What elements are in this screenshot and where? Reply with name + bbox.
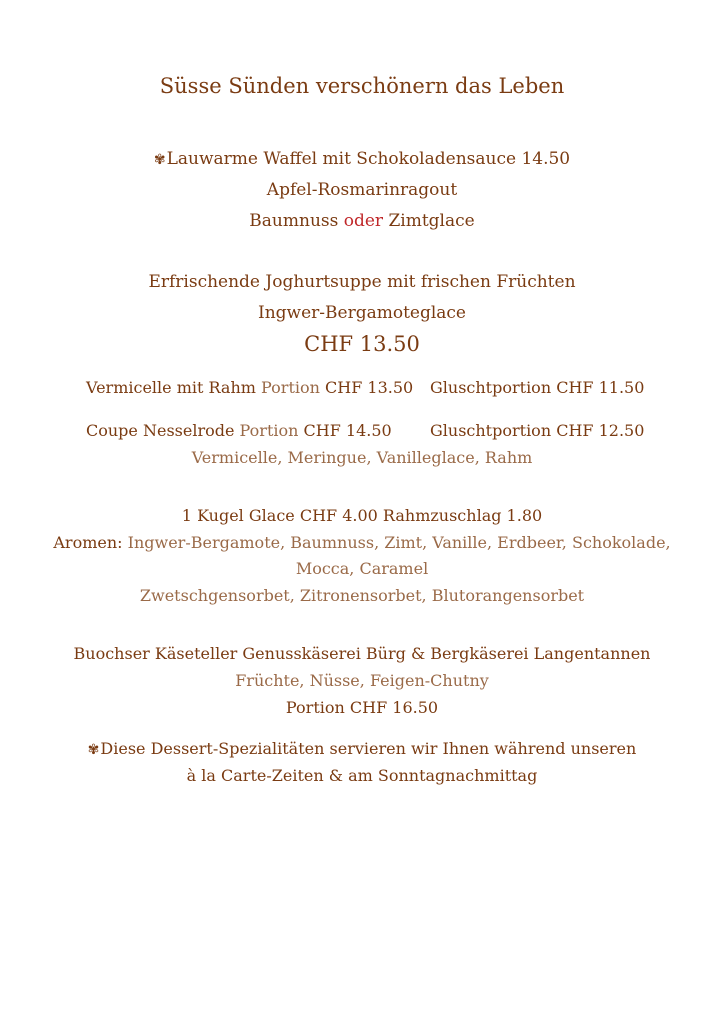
cheese-price: Portion CHF 16.50 bbox=[285, 698, 439, 717]
vermicelle-row bbox=[86, 380, 413, 396]
glace-line: 1 Kugel Glace CHF 4.00 Rahmzuschlag 1.80 bbox=[181, 506, 543, 525]
waffle-option-or: oder bbox=[343, 211, 384, 231]
aromen-list-2: Mocca, Caramel bbox=[295, 559, 429, 578]
coupe-portion-price: CHF 14.50 bbox=[303, 421, 392, 440]
soup-price: CHF 13.50 bbox=[304, 332, 420, 356]
aromen-list: Ingwer-Bergamote, Baumnuss, Zimt, Vanille, Erdbeer, Schokolade, bbox=[127, 533, 671, 552]
sorbets-line: Zwetschgensorbet, Zitronensorbet, Blutorangensorbet bbox=[139, 586, 585, 605]
coupe-name: Coupe Nesselrode bbox=[86, 421, 235, 440]
waffle-line-1 bbox=[0, 151, 724, 168]
cheese-line-1: Buochser Käseteller Genusskäserei Bürg & Bergkäserei Langentannen bbox=[73, 644, 651, 663]
coupe-small-portion: Gluschtportion CHF 12.50 bbox=[430, 421, 645, 440]
soup-line-1: Erfrischende Joghurtsuppe mit frischen Früchten bbox=[148, 272, 576, 292]
vermicelle-portion-label: Portion bbox=[261, 378, 320, 397]
coupe-description: Vermicelle, Meringue, Vanilleglace, Rahm bbox=[191, 448, 533, 467]
footnote-line-2: à la Carte-Zeiten & am Sonntagnachmittag bbox=[186, 766, 538, 785]
soup-line-2: Ingwer-Bergamoteglace bbox=[257, 303, 466, 323]
coupe-portion-label: Portion bbox=[239, 421, 299, 440]
page-title: Süsse Sünden verschönern das Leben bbox=[159, 74, 565, 98]
vermicelle-portion-price: CHF 13.50 bbox=[325, 378, 414, 397]
vermicelle-name: Vermicelle mit Rahm bbox=[86, 378, 256, 397]
vermicelle-small-portion: Gluschtportion CHF 11.50 bbox=[430, 378, 645, 397]
waffle-option-b: Zimtglace bbox=[383, 211, 475, 231]
waffle-option-a: Baumnuss bbox=[249, 211, 344, 231]
waffle-line-2: Apfel-Rosmarinragout bbox=[266, 180, 458, 200]
waffle-title: Lauwarme Waffel mit Schokoladensauce 14.50 bbox=[166, 149, 571, 169]
flower-icon: ✾ bbox=[153, 152, 166, 168]
waffle-line-3 bbox=[0, 213, 724, 230]
flower-icon: ✾ bbox=[87, 742, 100, 758]
cheese-line-2: Früchte, Nüsse, Feigen-Chutny bbox=[235, 671, 489, 690]
footnote-line-1 bbox=[0, 741, 724, 757]
footnote-text-1: Diese Dessert-Spezialitäten servieren wir Ihnen während unseren bbox=[100, 739, 637, 758]
coupe-row bbox=[86, 423, 392, 439]
aromen-label: Aromen: bbox=[53, 533, 123, 552]
aromen-line bbox=[0, 535, 724, 551]
